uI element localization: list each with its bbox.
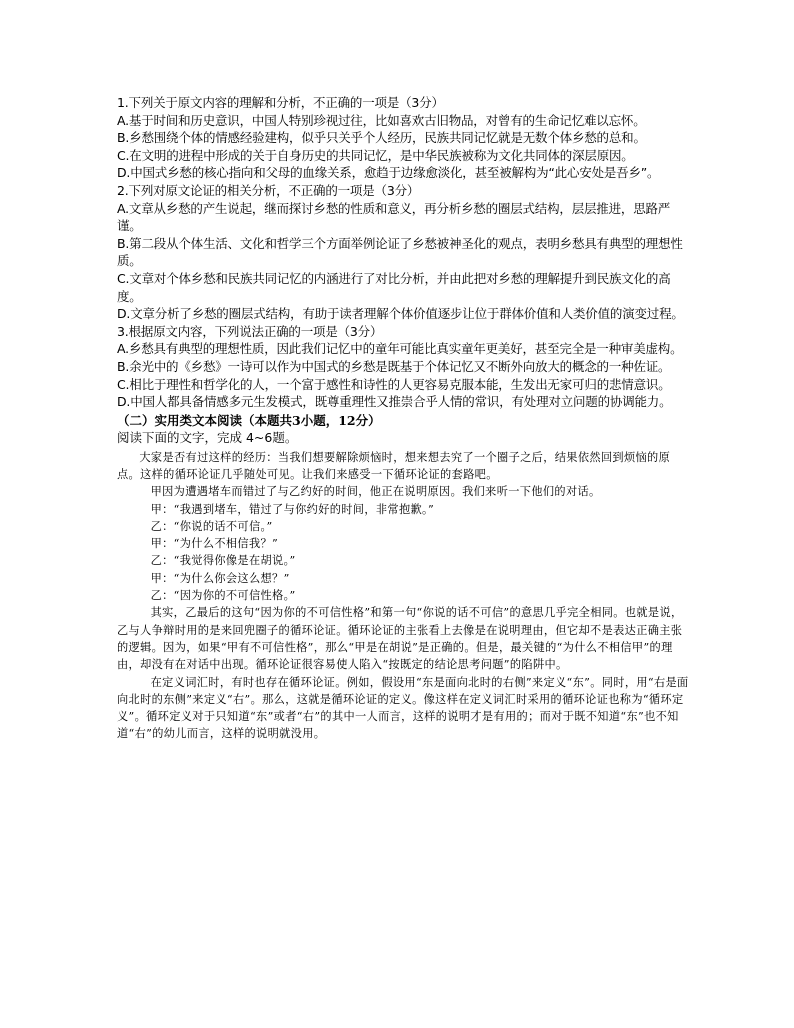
dialogue-line: 甲：“为什么不相信我？” bbox=[150, 537, 279, 551]
question-3-option-c: C.相比于理性和哲学化的人，一个富于感性和诗性的人更容易克服本能，生发出无家可归的悲情意识。 bbox=[117, 376, 671, 392]
dialogue-line: 乙：“你说的话不可信。” bbox=[150, 519, 273, 533]
dialogue-line: 甲：“我遇到堵车，错过了与你约好的时间，非常抱歉。” bbox=[150, 502, 435, 516]
dialogue-line: 乙：“因为你的不可信性格。” bbox=[150, 589, 296, 603]
question-3 bbox=[117, 323, 689, 411]
question-2-option-b: B.第二段从个体生活、文化和哲学三个方面举例论证了乡愁被神圣化的观点，表明乡愁具有典型的理想性质。 bbox=[117, 235, 683, 269]
question-3-option-a: A.乡愁具有典型的理想性质，因此我们记忆中的童年可能比真实童年更美好，甚至完全是一种审美虚构。 bbox=[117, 341, 683, 357]
question-1-option-b: B.乡愁围绕个体的情感经验建构，似乎只关乎个人经历，民族共同记忆就是无数个体乡愁的总和。 bbox=[117, 130, 646, 146]
question-1-option-c: C.在文明的进程中形成的关于自身历史的共同记忆，是中华民族被称为文化共同体的深层原因。 bbox=[117, 147, 634, 163]
question-1 bbox=[117, 94, 689, 182]
question-3-stem: 3.根据原文内容，下列说法正确的一项是（3分） bbox=[117, 323, 383, 339]
reading-passage bbox=[117, 449, 689, 743]
question-1-option-d: D.中国式乡愁的核心指向和父母的血缘关系，愈趋于边缘愈淡化，甚至被解构为“此心安处是吾乡”。 bbox=[117, 165, 660, 181]
passage-paragraph-1: 大家是否有过这样的经历：当我们想要解除烦恼时，想来想去究了一个圈子之后，结果依然回到烦恼的原点。这样的循环论证几乎随处可见。让我们来感受一下循环论证的套路吧。 bbox=[117, 450, 671, 481]
question-3-option-d: D.中国人都具备情感多元生发模式，既尊重理性又推崇合乎人情的常识，有处理对立问题的协调能力。 bbox=[117, 394, 672, 410]
question-3-option-b: B.余光中的《乡愁》一诗可以作为中国式的乡愁是既基于个体记忆又不断外向放大的概念的一种佐证。 bbox=[117, 358, 671, 374]
passage-paragraph-3: 其实，乙最后的这句“因为你的不可信性格”和第一句“你说的话不可信”的意思几乎完全相同。也就是说，乙与人争辩时用的是来回兜圈子的循环论证。循环论证的主张看上去像是在说明理由，但它却不是表达正确主张的逻辑。因为，如果“甲有不可信性格”，那么“甲是在胡说”是正确的。但是，最关键的“为什么不相信甲”的理由，却没有在对话中出现。循环论证很容易使人陷入“按既定的结论思考问题”的陷阱中。 bbox=[117, 606, 683, 672]
question-1-stem: 1.下列关于原文内容的理解和分析，不正确的一项是（3分） bbox=[117, 95, 444, 110]
question-2-stem: 2.下列对原文论证的相关分析，不正确的一项是（3分） bbox=[117, 182, 420, 198]
reading-instruction: 阅读下面的文字，完成 4~6题。 bbox=[117, 430, 298, 446]
document-content bbox=[117, 94, 689, 743]
question-2-option-c: C.文章对个体乡愁和民族共同记忆的内涵进行了对比分析，并由此把对乡愁的理解提升到民族文化的高度。 bbox=[117, 270, 671, 304]
passage-paragraph-2: 甲因为遭遇堵车而错过了与乙约好的时间，他正在说明原因。我们来听一下他们的对话。 bbox=[150, 485, 601, 499]
section-heading: （二）实用类文本阅读（本题共3小题，12分） bbox=[117, 412, 381, 428]
dialogue-line: 乙：“我觉得你像是在胡说。” bbox=[150, 554, 296, 568]
passage-paragraph-4: 在定义词汇时，有时也存在循环论证。例如，假设用“东是面向北时的右侧”来定义“东”。同时，用“右是面向北时的东侧”来定义“右”。那么，这就是循环论证的定义。像这样在定义词汇时采用的循环论证也称为“循环定义”。循环定义对于只知道“东”或者“右”的其中一人而言，这样的说明才是有用的；而对于既不知道“东”也不知道“右”的幼儿而言，这样的说明就没用。 bbox=[117, 675, 689, 741]
question-2-option-d: D.文章分析了乡愁的圈层式结构，有助于读者理解个体价值逐步让位于群体价值和人类价值的演变过程。 bbox=[117, 306, 684, 322]
question-2-option-a: A.文章从乡愁的产生说起，继而探讨乡愁的性质和意义，再分析乡愁的圈层式结构，层层推进，思路严谨。 bbox=[117, 200, 671, 234]
question-2 bbox=[117, 182, 689, 323]
question-1-option-a: A.基于时间和历史意识，中国人特别珍视过往，比如喜欢古旧物品，对曾有的生命记忆难以忘怀。 bbox=[117, 112, 646, 128]
dialogue-line: 甲：“为什么你会这么想？” bbox=[150, 571, 290, 585]
